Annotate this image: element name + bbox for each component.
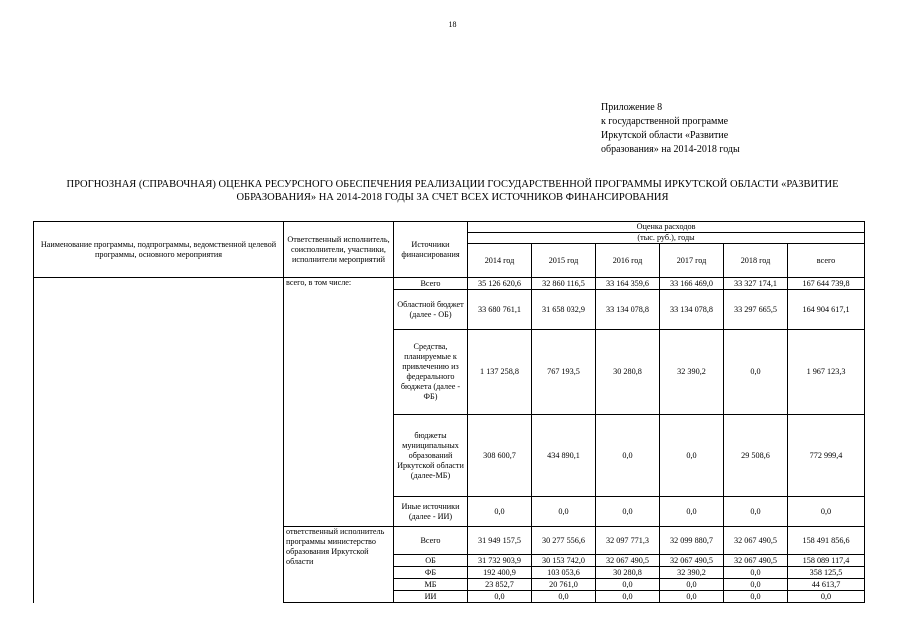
value-cell: 0,0 bbox=[468, 497, 532, 527]
value-cell: 0,0 bbox=[660, 579, 724, 591]
value-cell: 358 125,5 bbox=[788, 567, 865, 579]
value-cell: 1 967 123,3 bbox=[788, 330, 865, 415]
value-cell: 33 297 665,5 bbox=[724, 290, 788, 330]
value-cell: 31 732 903,9 bbox=[468, 555, 532, 567]
source-cell: Всего bbox=[394, 278, 468, 290]
header-program-name: Наименование программы, подпрограммы, ведомственной целевой программы, основного мероприятия bbox=[34, 222, 284, 278]
value-cell: 30 280,8 bbox=[596, 330, 660, 415]
value-cell: 0,0 bbox=[788, 591, 865, 603]
value-cell: 192 400,9 bbox=[468, 567, 532, 579]
value-cell: 0,0 bbox=[724, 330, 788, 415]
value-cell: 0,0 bbox=[596, 591, 660, 603]
value-cell: 32 860 116,5 bbox=[532, 278, 596, 290]
table-row bbox=[34, 278, 865, 290]
value-cell: 158 089 117,4 bbox=[788, 555, 865, 567]
header-year: 2017 год bbox=[660, 244, 724, 278]
value-cell: 32 390,2 bbox=[660, 567, 724, 579]
value-cell: 0,0 bbox=[724, 497, 788, 527]
value-cell: 30 277 556,6 bbox=[532, 527, 596, 555]
value-cell: 31 949 157,5 bbox=[468, 527, 532, 555]
source-cell: Средства, планируемые к привлечению из федерального бюджета (далее - ФБ) bbox=[394, 330, 468, 415]
header-year: 2014 год bbox=[468, 244, 532, 278]
value-cell: 32 097 771,3 bbox=[596, 527, 660, 555]
value-cell: 308 600,7 bbox=[468, 415, 532, 497]
header-total: всего bbox=[788, 244, 865, 278]
title-line-1: ПРОГНОЗНАЯ (СПРАВОЧНАЯ) ОЦЕНКА РЕСУРСНОГО ОБЕСПЕЧЕНИЯ РЕАЛИЗАЦИИ ГОСУДАРСТВЕННОЙ ПРОГРАММЫ ИРКУТСКОЙ ОБЛАСТИ «РАЗВИТИЕ bbox=[66, 179, 839, 190]
header-estimate: Оценка расходов bbox=[468, 222, 865, 233]
value-cell: 0,0 bbox=[660, 591, 724, 603]
header-sources: Источники финансирования bbox=[394, 222, 468, 278]
value-cell: 31 658 032,9 bbox=[532, 290, 596, 330]
financing-table bbox=[33, 221, 865, 603]
value-cell: 0,0 bbox=[788, 497, 865, 527]
program-name-cell bbox=[34, 278, 284, 603]
value-cell: 434 890,1 bbox=[532, 415, 596, 497]
header-units: (тыс. руб.), годы bbox=[468, 233, 865, 244]
value-cell: 32 067 490,5 bbox=[660, 555, 724, 567]
source-cell: ФБ bbox=[394, 567, 468, 579]
value-cell: 23 852,7 bbox=[468, 579, 532, 591]
source-cell: МБ bbox=[394, 579, 468, 591]
value-cell: 30 153 742,0 bbox=[532, 555, 596, 567]
source-cell: ИИ bbox=[394, 591, 468, 603]
value-cell: 1 137 258,8 bbox=[468, 330, 532, 415]
appendix-line: образования» на 2014-2018 годы bbox=[601, 144, 740, 155]
value-cell: 0,0 bbox=[596, 415, 660, 497]
value-cell: 0,0 bbox=[724, 579, 788, 591]
value-cell: 30 280,8 bbox=[596, 567, 660, 579]
value-cell: 0,0 bbox=[660, 497, 724, 527]
value-cell: 32 099 880,7 bbox=[660, 527, 724, 555]
value-cell: 33 166 469,0 bbox=[660, 278, 724, 290]
value-cell: 32 067 490,5 bbox=[724, 527, 788, 555]
source-cell: Областной бюджет (далее - ОБ) bbox=[394, 290, 468, 330]
value-cell: 0,0 bbox=[724, 591, 788, 603]
appendix-line: к государственной программе bbox=[601, 116, 729, 127]
value-cell: 33 327 174,1 bbox=[724, 278, 788, 290]
title-line-2: ОБРАЗОВАНИЯ» НА 2014-2018 ГОДЫ ЗА СЧЕТ ВСЕХ ИСТОЧНИКОВ ФИНАНСИРОВАНИЯ bbox=[236, 192, 669, 203]
value-cell: 167 644 739,8 bbox=[788, 278, 865, 290]
value-cell: 164 904 617,1 bbox=[788, 290, 865, 330]
value-cell: 0,0 bbox=[468, 591, 532, 603]
value-cell: 29 508,6 bbox=[724, 415, 788, 497]
value-cell: 33 134 078,8 bbox=[660, 290, 724, 330]
value-cell: 33 134 078,8 bbox=[596, 290, 660, 330]
header-executor: Ответственный исполнитель, соисполнители, участники, исполнители мероприятий bbox=[284, 222, 394, 278]
value-cell: 32 067 490,5 bbox=[724, 555, 788, 567]
value-cell: 35 126 620,6 bbox=[468, 278, 532, 290]
source-cell: бюджеты муниципальных образований Иркутской области (далее-МБ) bbox=[394, 415, 468, 497]
value-cell: 767 193,5 bbox=[532, 330, 596, 415]
source-cell: ОБ bbox=[394, 555, 468, 567]
value-cell: 0,0 bbox=[596, 579, 660, 591]
value-cell: 772 999,4 bbox=[788, 415, 865, 497]
value-cell: 158 491 856,6 bbox=[788, 527, 865, 555]
source-cell: Всего bbox=[394, 527, 468, 555]
appendix-line: Иркутской области «Развитие bbox=[601, 130, 729, 141]
value-cell: 32 390,2 bbox=[660, 330, 724, 415]
value-cell: 32 067 490,5 bbox=[596, 555, 660, 567]
value-cell: 0,0 bbox=[532, 497, 596, 527]
header-year: 2016 год bbox=[596, 244, 660, 278]
document-title bbox=[20, 178, 885, 204]
value-cell: 0,0 bbox=[532, 591, 596, 603]
value-cell: 0,0 bbox=[724, 567, 788, 579]
header-year: 2015 год bbox=[532, 244, 596, 278]
header-year: 2018 год bbox=[724, 244, 788, 278]
executor-cell: всего, в том числе: bbox=[284, 278, 394, 527]
value-cell: 0,0 bbox=[596, 497, 660, 527]
value-cell: 103 053,6 bbox=[532, 567, 596, 579]
value-cell: 33 164 359,6 bbox=[596, 278, 660, 290]
appendix-line: Приложение 8 bbox=[601, 102, 663, 113]
value-cell: 44 613,7 bbox=[788, 579, 865, 591]
appendix-note bbox=[601, 101, 740, 157]
value-cell: 20 761,0 bbox=[532, 579, 596, 591]
executor-cell: ответственный исполнитель программы министерство образования Иркутской области bbox=[284, 527, 394, 603]
source-cell: Иные источники (далее - ИИ) bbox=[394, 497, 468, 527]
value-cell: 0,0 bbox=[660, 415, 724, 497]
value-cell: 33 680 761,1 bbox=[468, 290, 532, 330]
page-number: 18 bbox=[448, 20, 457, 29]
